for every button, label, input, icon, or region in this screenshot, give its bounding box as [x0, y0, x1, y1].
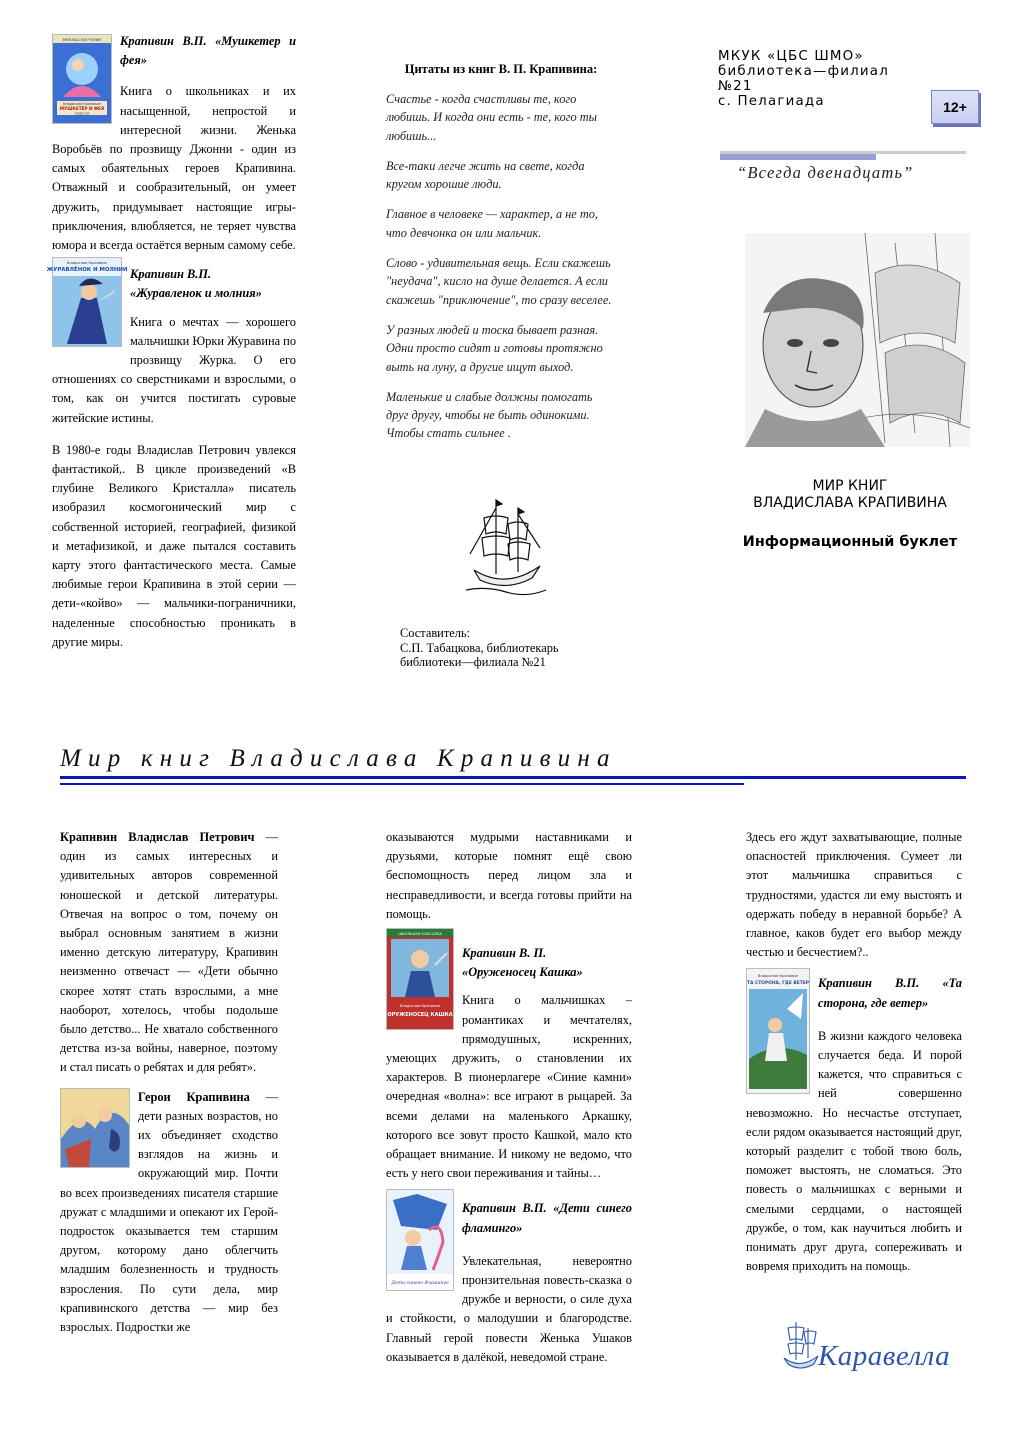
quote: Счастье - когда счастливы те, кого любишь. И когда они есть - те, кого ты любишь...: [386, 92, 597, 143]
booklet-title: [718, 478, 982, 512]
cover-author: Владислав Крапивин: [63, 102, 101, 106]
cover-title: ЖУРАВЛЁНОК И МОЛНИИ: [46, 267, 128, 274]
org-branch: библиотека—филиал №21: [718, 64, 889, 94]
booklet-subtitle: Информационный буклет: [742, 534, 958, 550]
column-3: [746, 828, 962, 1276]
decorative-bar-accent: [720, 154, 876, 160]
fantasy-paragraph: В 1980-е годы Владислав Петрович увлекся фантастикой,. В цикле произведений «В глубине Великого Кристалла» писатель изобразил космогонический мир с собственной историей, географией, физикой и метафизикой, и даже пытался составить карту этого фантастического места. Самые любимые герои Крапивина в этой серии — дети-«койво» — мальчики-пограничники, наделенные способностью проникать в другие миры.: [52, 442, 296, 649]
book-description-kashka: Книга о мальчишках – романтиках и мечтателях, прямодушных, искренних, умеющих дружить, о становлении их характеров. В пионерлагере «Синие камни» очередная «волна»: все играют в рыцарей. За всеми делами на маленького Аркашку, которого все зовут просто Кашкой, мало кто обращает внимание. И никому не ведомо, что есть у него свои переживания и тайны…: [386, 993, 632, 1181]
quote: У разных людей и тоска бывает разная. Одни просто сидят и готовы протяжно выть на луну, а другие ищут выход.: [386, 322, 603, 374]
compiler-name: С.П. Табацкова, библиотекарь: [400, 640, 559, 655]
quote: Слово - удивительная вещь. Если скажешь "неудача", кисло на душе делается. А если скажешь "приключение", то сразу веселее.: [386, 256, 612, 307]
heroes-heading: Герои Крапивина: [138, 1089, 250, 1104]
heroes-text: — дети разных возрастов, но их объединяет сходство взглядов на жизнь и окружающий мир. Почти во всех произведениях писателя старшие дружат с младшими и опекают их Герой-подросток оказывается тем старшим другом, которому дано облегчить младшим болезненность и трудность взросления. По сути дела, мир крапивинского детства — мир без взрослых. Подростки же: [60, 1089, 278, 1335]
book-description-zhuravlenok: Книга о мечтах — хорошего мальчишки Юрки Журавина по прозвищу Журка. О его отношениях со сверстниками и взрослыми, о том, как он учится постигать суровые житейские истины.: [52, 314, 297, 425]
quote: Главное в человеке — характер, а не то, что девчонка он или мальчик.: [386, 207, 598, 240]
book-title-musketeer: Крапивин В.П. «Мушкетер и фея»: [120, 34, 296, 68]
mentors-paragraph: оказываются мудрыми наставниками и друзьями, которые помнят ещё свою беспомощность перед лицом зла и несправедливости, и всегда готовы прийти на помощь.: [386, 830, 632, 921]
book-title-author-zhuravlenok: Крапивин В.П.: [130, 267, 212, 282]
book-title-zhuravlenok: «Журавленок и молния»: [130, 286, 262, 301]
book-description-flamingo: Увлекательная, невероятно пронзительная повесть-сказка о дружбе и верности, о силе духа и стойкости, о малодушии и благородстве. Главный герой повести Женька Ушаков оказывается в далёкой, неведомой стране.: [386, 1253, 632, 1364]
author-intro-text: — один из самых интересных и удивительных авторов современной юношеской и детской литературы. Отвечая на вопрос о том, почему он выбрал основным занятием в жизни именно детскую литературу, Крапивин неизменно отвечаст — «Дети обычно скорее хотят стать взрослыми, а мне наоборот, хотелось, чтобы подольше было детство... Не хватало собственного детства из-за войны, наверное, поэтому и стал писать о ребятах и для ребят».: [60, 830, 278, 1075]
cover-series: ШКОЛЬНАЯ КЛАССИКА: [398, 932, 442, 937]
banner-title: Мир книг Владислава Крапивина: [60, 745, 617, 772]
cover-subtitle: ПОВЕСТИ: [74, 111, 90, 116]
tagline: “Всегда двенадцать”: [737, 163, 914, 182]
book-description-musketeer: Книга о школьниках и их насыщенной, непростой и интересной жизни. Женька Воробьёв по прозвищу Джонни - один из самых обаятельных героев Крапивина. Отважный и сообразительный, он умеет дружить, придумывает настоящие игры-приключения, влюбляется, не теряет чувства юмора и всегда остаётся верным самому себе.: [52, 84, 296, 253]
book-cover-flamingo: [386, 1189, 454, 1291]
booklet-title-line1: МИР КНИГ: [812, 478, 888, 494]
compiler-library: библиотеки—филиала №21: [400, 655, 546, 669]
book-title-kashka: «Оруженосец Кашка»: [462, 965, 583, 980]
organization-block: [718, 49, 928, 109]
org-village: с. Пелагиада: [718, 94, 825, 109]
cover-author: Владислав Крапивин: [757, 974, 799, 979]
book-description-wind: В жизни каждого человека случается беда. И порой кажется, что справиться с ней совершенно невозможно. Но несчастье отступает, если рядом оказывается настоящий друг, который разделит с тобой твою боль, поможет выстоять, не сломаться. Это повесть о мальчишках с верными и смелыми сердцами, о настоящей дружбе, о том, как научиться любить и понимать друг друга, сопереживать и вовремя приходить на помощь.: [746, 1028, 962, 1274]
compiler-info: [400, 626, 610, 670]
author-portrait-image: [745, 233, 970, 447]
quote: Все-таки легче жить на свете, когда кругом хорошие люди.: [386, 158, 585, 192]
adventures-paragraph: Здесь его ждут захватывающие, полные опасностей приключения. Сумеет ли этот мальчишка справиться с трудностями, удастся ли ему выстоять и одержать победу в неравной борьбе? А главное, каков будет его выбор между честью и бесчестием?..: [746, 830, 962, 960]
column-2: [386, 828, 632, 1367]
heroes-illustration: [60, 1088, 130, 1168]
cover-title: ОРУЖЕНОСЕЦ КАШКА: [387, 1012, 453, 1019]
ship-illustration: [466, 494, 546, 600]
book-cover-kashka: [386, 928, 454, 1030]
booklet-title-line2: ВЛАДИСЛАВА КРАПИВИНА: [753, 495, 947, 511]
cover-title: ТА СТОРОНА, ГДЕ ВЕТЕР: [747, 981, 809, 987]
cover-title: Дети синего Фламинго: [391, 1281, 449, 1287]
author-intro: [60, 828, 278, 1078]
left-panel: [46, 32, 297, 652]
book-title-author-kashka: Крапивин В. П.: [462, 946, 547, 961]
cover-series: ВНЕКЛАССНОЕ ЧТЕНИЕ: [62, 38, 102, 42]
banner-underline: [60, 776, 966, 779]
cover-title: МУШКЕТЁР И ФЕЯ: [59, 106, 105, 111]
compiler-label: Составитель:: [400, 626, 471, 640]
book-cover-zhuravlenok: [46, 257, 128, 347]
book-title-wind: Крапивин В.П. «Та сторона, где ветер»: [818, 976, 962, 1010]
quotes-title: Цитаты из книг В. П. Крапивина:: [404, 62, 598, 76]
author-name: Крапивин Владислав Петрович: [60, 830, 255, 844]
org-name: МКУК «ЦБС ШМО»: [718, 49, 864, 64]
book-cover-musketeer: [52, 34, 112, 124]
cover-author: Владислав Крапивин: [66, 261, 108, 266]
quote: Маленькие и слабые должны помогать друг другу, чтобы не быть одинокими. Чтобы стать сильнее .: [386, 389, 593, 441]
age-rating-badge: 12+: [931, 90, 979, 124]
book-title-flamingo: Крапивин В.П. «Дети синего фламинго»: [462, 1201, 632, 1235]
banner-underline-secondary: [60, 783, 744, 785]
book-cover-wind: [746, 968, 810, 1094]
cover-author: Владислав Крапивин: [399, 1004, 441, 1009]
quotes-list: [386, 90, 616, 455]
caravel-logo-text: Каравелла: [818, 1340, 951, 1372]
column-1: [60, 828, 278, 1337]
